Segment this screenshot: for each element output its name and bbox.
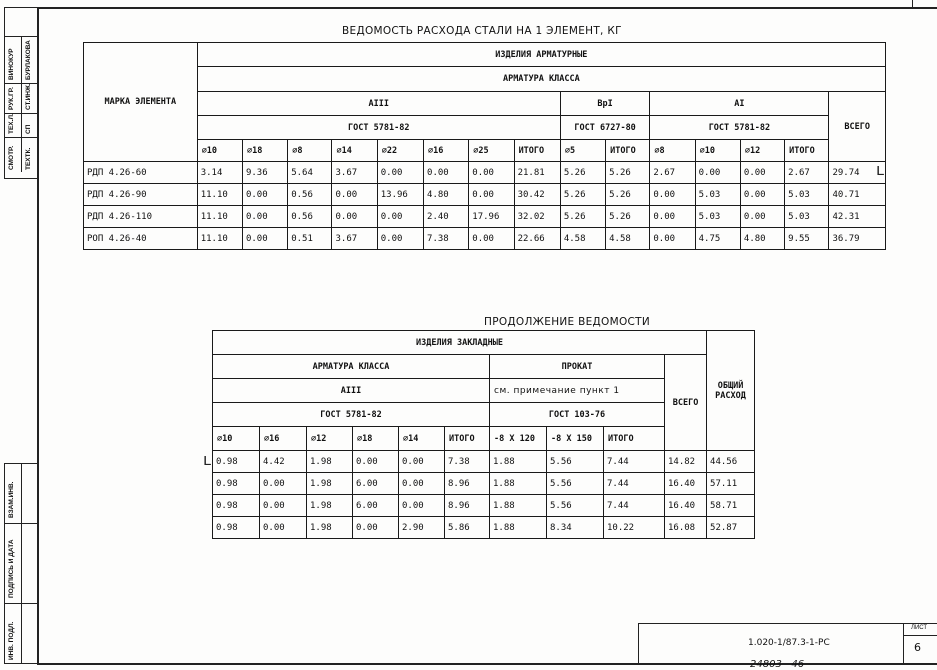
check-mark: ʟ [203,450,212,469]
margin-label: ИНВ. ПОДЛ. [8,621,15,660]
margin-stamp-divider [21,463,22,664]
col-header: ⌀14 [399,427,445,451]
diam-header: ⌀25 [469,140,514,162]
table-cell: 5.26 [560,184,605,206]
table-cell: 0.00 [260,517,307,539]
table-cell: 0.00 [399,451,445,473]
class-header: АIII [197,92,560,116]
row-mark: РОП 4.26-40 [84,228,198,250]
table-cell: 16.40 [665,473,707,495]
diam-header: ИТОГО [785,140,829,162]
group-header: ИЗДЕЛИЯ АРМАТУРНЫЕ [197,43,885,67]
archive-number: 24803 46 [750,659,805,670]
table-cell: 0.00 [399,473,445,495]
table-cell: 44.56 [707,451,755,473]
table-cell: 2.40 [424,206,469,228]
row-mark: РДП 4.26-60 [84,162,198,184]
diam-header: ⌀18 [242,140,287,162]
col-mark-header: МАРКА ЭЛЕМЕНТА [84,43,198,162]
table-cell: 6.00 [353,495,399,517]
margin-stamp-line [4,83,38,84]
table-cell: 8.96 [445,473,490,495]
table-cell: 0.00 [242,206,287,228]
table-cell: 2.90 [399,517,445,539]
diam-header: ⌀12 [740,140,784,162]
table-cell: 52.87 [707,517,755,539]
margin-stamp-line [4,137,38,138]
table-cell: 0.00 [260,473,307,495]
table-cell: 5.64 [288,162,332,184]
table-cell: 0.00 [377,162,423,184]
table-cell: 4.80 [424,184,469,206]
table-cell: 4.75 [695,228,740,250]
table-cell: 0.98 [213,451,260,473]
table-row [84,162,886,184]
table-cell: 0.00 [377,206,423,228]
gost-header: ГОСТ 5781-82 [650,116,829,140]
group-header: ИЗДЕЛИЯ ЗАКЛАДНЫЕ [213,331,707,355]
table-cell: 5.56 [547,495,604,517]
table-cell: 5.56 [547,473,604,495]
frame-top-border [37,7,937,9]
class-header: АI [650,92,829,116]
table-cell: 5.03 [695,184,740,206]
table-cell: 7.44 [604,451,665,473]
col-header: -8 Х 150 [547,427,604,451]
col-header: ⌀18 [353,427,399,451]
table-cell: 1.98 [307,495,353,517]
col-header: ИТОГО [445,427,490,451]
diam-header: ИТОГО [606,140,650,162]
table-cell: 1.98 [307,473,353,495]
table-row [213,473,755,495]
table-cell: 0.00 [740,206,784,228]
table-cell: 0.00 [469,184,514,206]
sheet-label: ЛИСТ [911,625,928,631]
margin-label: СП [25,124,32,134]
table-cell: 5.03 [785,184,829,206]
table-cell: 0.56 [288,184,332,206]
table-cell: 0.00 [377,228,423,250]
table-cell: 4.58 [560,228,605,250]
margin-stamp-line [4,36,38,37]
table-cell: 4.80 [740,228,784,250]
table-cell: 0.00 [399,495,445,517]
table-cell: 0.00 [424,162,469,184]
margin-label: ТЕХ.Л. [8,113,15,134]
table-cell: 7.44 [604,495,665,517]
margin-label: БУРЛАКОВА [25,40,32,80]
table-cell: 0.00 [353,451,399,473]
table-cell: 58.71 [707,495,755,517]
arm-gost-header: ГОСТ 5781-82 [213,403,490,427]
table-cell: 7.38 [424,228,469,250]
table-cell: 4.58 [606,228,650,250]
col-header: ⌀10 [213,427,260,451]
sheet-number: 6 [914,641,921,654]
diam-header: ⌀22 [377,140,423,162]
table-cell: 17.96 [469,206,514,228]
subgroup-header: АРМАТУРА КЛАССА [197,67,885,92]
margin-label: ВИНОКУР [8,48,15,80]
margin-label: ТЕХТК. [25,147,32,170]
table-cell: 1.98 [307,451,353,473]
table-cell: 22.66 [514,228,560,250]
margin-label: РУК.ГР. [8,87,15,110]
table-cell: 21.81 [514,162,560,184]
table-cell: 5.56 [547,451,604,473]
diam-header: ⌀8 [650,140,695,162]
col-header: ИТОГО [604,427,665,451]
table-cell: 57.11 [707,473,755,495]
arm-group-header: АРМАТУРА КЛАССА [213,355,490,379]
table-cell: 14.82 [665,451,707,473]
table-cell: 42.31 [829,206,886,228]
margin-stamp-divider [21,36,22,172]
table-cell: 11.10 [197,206,242,228]
arm-class-header: АIII [213,379,490,403]
table1-title: ВЕДОМОСТЬ РАСХОДА СТАЛИ НА 1 ЭЛЕМЕНТ, КГ [342,25,622,37]
table-cell: 0.00 [650,206,695,228]
table-row [213,495,755,517]
table-cell: 0.00 [353,517,399,539]
table-cell: 0.00 [740,184,784,206]
table-cell: 8.34 [547,517,604,539]
row-mark: РДП 4.26-110 [84,206,198,228]
table-cell: 2.67 [650,162,695,184]
table-cell: 4.42 [260,451,307,473]
table-cell: 5.26 [606,162,650,184]
prokat-note: см. примечание пункт 1 [490,379,665,403]
table-cell: 5.26 [606,206,650,228]
diam-header: ⌀10 [197,140,242,162]
table-cell: 5.26 [606,184,650,206]
prokat-gost-header: ГОСТ 103-76 [490,403,665,427]
margin-label: ВЗАМ.ИНВ. [8,481,15,518]
margin-stamp-line [4,523,38,524]
table-row [84,206,886,228]
table-cell: 1.88 [490,517,547,539]
col-header: ⌀12 [307,427,353,451]
table-cell: 32.02 [514,206,560,228]
table-cell: 0.00 [695,162,740,184]
table-cell: 11.10 [197,184,242,206]
margin-label: ПОДПИСЬ И ДАТА [8,539,15,598]
table-cell: 0.00 [469,228,514,250]
table-cell: 0.51 [288,228,332,250]
table-cell: 7.38 [445,451,490,473]
col-header: ⌀16 [260,427,307,451]
diam-header: ИТОГО [514,140,560,162]
table-cell: 1.88 [490,495,547,517]
diam-header: ⌀16 [424,140,469,162]
table2-title: ПРОДОЛЖЕНИЕ ВЕДОМОСТИ [484,316,651,328]
table-row [84,184,886,206]
gost-header: ГОСТ 5781-82 [197,116,560,140]
total-header: ВСЕГО [665,355,707,451]
table-cell: 3.67 [332,228,377,250]
table-cell: 0.00 [740,162,784,184]
table-cell: 29.74 [829,162,886,184]
prokat-header: ПРОКАТ [490,355,665,379]
margin-label: СТ.ИНЖ. [25,83,32,110]
embedded-parts-table [212,330,755,539]
diam-header: ⌀8 [288,140,332,162]
table-cell: 5.03 [695,206,740,228]
table-cell: 0.00 [332,206,377,228]
table-cell: 0.00 [242,184,287,206]
table-row [84,228,886,250]
table-cell: 9.55 [785,228,829,250]
margin-stamp-line [4,603,38,604]
table-cell: 1.88 [490,473,547,495]
check-mark: ʟ [876,160,885,179]
table-cell: 9.36 [242,162,287,184]
steel-consumption-table [83,42,886,250]
table-cell: 0.00 [469,162,514,184]
table-cell: 0.00 [650,228,695,250]
table-cell: 16.08 [665,517,707,539]
table-cell: 30.42 [514,184,560,206]
table-cell: 40.71 [829,184,886,206]
table-row [213,517,755,539]
grand-total-header [707,331,755,451]
table-cell: 11.10 [197,228,242,250]
margin-label: СМОТР. [8,145,15,170]
table-cell: 5.26 [560,162,605,184]
table-cell: 7.44 [604,473,665,495]
grand-total-label-2: РАСХОД [715,390,746,401]
table-cell: 10.22 [604,517,665,539]
table-cell: 2.67 [785,162,829,184]
table-cell: 3.67 [332,162,377,184]
diam-header: ⌀5 [560,140,605,162]
table-cell: 0.00 [332,184,377,206]
table-cell: 1.98 [307,517,353,539]
table-cell: 0.98 [213,473,260,495]
table-cell: 3.14 [197,162,242,184]
table-cell: 5.86 [445,517,490,539]
table-cell: 5.26 [560,206,605,228]
table-cell: 0.98 [213,495,260,517]
diam-header: ⌀14 [332,140,377,162]
sheet-number-divider [903,635,937,636]
gost-header: ГОСТ 6727-80 [560,116,650,140]
table-cell: 0.00 [260,495,307,517]
table-cell: 0.00 [650,184,695,206]
total-header: ВСЕГО [829,92,886,162]
col-header: -8 Х 120 [490,427,547,451]
document-code: 1.020-1/87.3-1-РС [748,638,830,648]
table-cell: 0.00 [242,228,287,250]
table-cell: 36.79 [829,228,886,250]
table-cell: 16.40 [665,495,707,517]
corner-mark [912,0,937,7]
table-cell: 13.96 [377,184,423,206]
table-cell: 6.00 [353,473,399,495]
table-row [213,451,755,473]
table-cell: 0.56 [288,206,332,228]
row-mark: РДП 4.26-90 [84,184,198,206]
class-header: ВрI [560,92,650,116]
table-cell: 8.96 [445,495,490,517]
diam-header: ⌀10 [695,140,740,162]
table-cell: 0.98 [213,517,260,539]
table-cell: 5.03 [785,206,829,228]
table-cell: 1.88 [490,451,547,473]
grand-total-label-1: ОБЩИЙ [717,380,744,391]
